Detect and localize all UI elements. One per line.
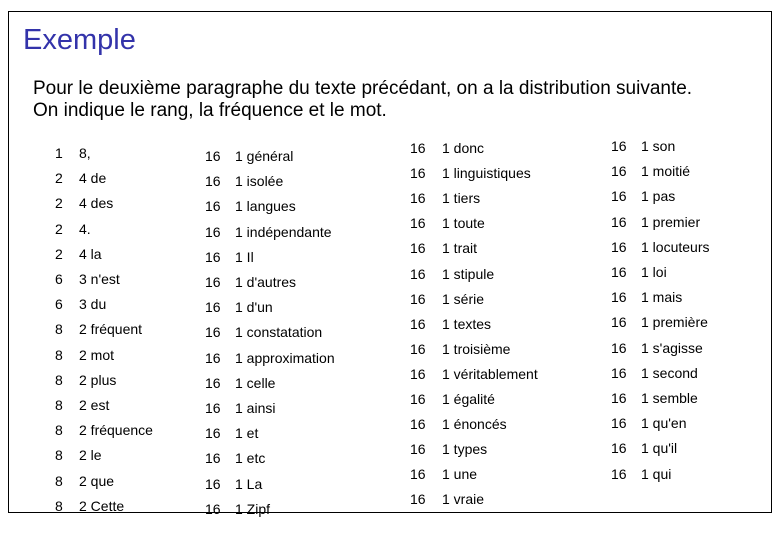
rank-cell: 16 [410, 391, 426, 407]
rank-cell: 8 [55, 321, 63, 338]
rank-cell: 16 [410, 466, 426, 483]
frequency-word-cell: 1 premier [641, 213, 701, 230]
rank-cell: 16 [611, 339, 627, 356]
frequency-word-cell: 1 locuteurs [641, 238, 710, 255]
rank-cell: 16 [410, 365, 426, 382]
frequency-word-cell: 1 vraie [442, 491, 485, 508]
rank-cell: 16 [205, 274, 221, 290]
frequency-word-cell: 4 des [79, 195, 114, 212]
frequency-word-cell: 2 est [79, 397, 110, 413]
rank-cell: 16 [410, 215, 426, 232]
frequency-word-cell: 1 qu'il [641, 440, 678, 457]
frequency-word-cell: 1 général [235, 148, 294, 164]
rank-cell: 16 [611, 390, 627, 406]
frequency-word-cell: 1 ainsi [235, 400, 276, 416]
intro-line-2: On indique le rang, la fréquence et le mot. [33, 100, 387, 121]
frequency-word-cell: 1 qui [641, 465, 672, 482]
rank-cell: 8 [55, 447, 63, 464]
slide-title: Exemple [23, 24, 136, 56]
frequency-word-cell: 1 La [235, 475, 263, 492]
frequency-word-cell: 1 tiers [442, 190, 481, 207]
frequency-word-cell: 1 troisième [442, 340, 511, 357]
rank-cell: 16 [205, 223, 221, 240]
rank-cell: 16 [205, 475, 221, 492]
rank-cell: 16 [410, 140, 426, 156]
rank-cell: 2 [55, 195, 63, 212]
rank-cell: 16 [410, 190, 426, 207]
frequency-word-cell: 2 Cette [79, 497, 125, 514]
rank-cell: 8 [55, 346, 63, 363]
rank-cell: 16 [611, 213, 627, 230]
rank-cell: 16 [611, 264, 627, 280]
frequency-word-cell: 1 véritablement [442, 365, 538, 382]
frequency-word-cell: 1 d'autres [235, 274, 297, 290]
frequency-word-cell: 2 fréquent [79, 321, 143, 338]
frequency-word-cell: 1 approximation [235, 349, 335, 366]
frequency-word-cell: 1 série [442, 290, 485, 307]
rank-cell: 16 [205, 500, 221, 517]
rank-cell: 16 [205, 374, 221, 391]
rank-cell: 16 [611, 465, 627, 482]
rank-cell: 16 [410, 441, 426, 458]
frequency-word-cell: 1 linguistiques [442, 165, 531, 182]
rank-cell: 16 [205, 324, 221, 341]
rank-cell: 16 [205, 425, 221, 442]
rank-cell: 16 [410, 240, 426, 257]
rank-cell: 16 [611, 188, 627, 205]
rank-cell: 16 [611, 440, 627, 457]
rank-cell: 16 [410, 165, 426, 182]
frequency-word-cell: 1 Il [235, 248, 254, 265]
frequency-word-cell: 1 première [641, 314, 708, 331]
frequency-word-cell: 1 moitié [641, 163, 691, 180]
frequency-word-cell: 1 s'agisse [641, 339, 703, 356]
rank-cell: 2 [55, 220, 63, 237]
frequency-word-cell: 3 n'est [79, 271, 120, 287]
intro-text [33, 78, 753, 122]
frequency-word-cell: 1 Zipf [235, 500, 271, 517]
frequency-word-cell: 1 textes [442, 315, 492, 332]
frequency-word-cell: 1 d'un [235, 299, 273, 316]
rank-cell: 2 [55, 170, 63, 187]
rank-cell: 16 [205, 148, 221, 164]
rank-cell: 16 [205, 173, 221, 190]
frequency-word-cell: 1 et [235, 425, 259, 442]
frequency-word-cell: 1 trait [442, 240, 478, 257]
frequency-word-cell: 2 que [79, 472, 115, 489]
rank-cell: 16 [410, 290, 426, 307]
rank-cell: 16 [205, 198, 221, 215]
rank-cell: 2 [55, 245, 63, 262]
rank-cell: 16 [611, 289, 627, 306]
frequency-word-cell: 1 mais [641, 289, 683, 306]
frequency-word-cell: 1 une [442, 466, 478, 483]
rank-cell: 16 [410, 416, 426, 433]
frequency-word-cell: 2 mot [79, 346, 115, 363]
rank-cell: 8 [55, 371, 63, 388]
rank-cell: 16 [611, 163, 627, 180]
rank-cell: 8 [55, 397, 63, 413]
rank-cell: 16 [410, 315, 426, 332]
slide [8, 11, 772, 517]
rank-cell: 16 [410, 491, 426, 508]
rank-cell: 16 [611, 238, 627, 255]
frequency-word-cell: 1 égalité [442, 391, 495, 407]
frequency-word-cell: 1 celle [235, 374, 276, 391]
frequency-word-cell: 1 stipule [442, 265, 495, 282]
rank-cell: 1 [55, 145, 63, 161]
frequency-word-cell: 1 énoncés [442, 416, 507, 433]
frequency-word-cell: 1 isolée [235, 173, 284, 190]
rank-cell: 16 [611, 364, 627, 381]
frequency-word-cell: 2 le [79, 447, 102, 464]
rank-cell: 16 [205, 248, 221, 265]
rank-cell: 16 [205, 349, 221, 366]
rank-cell: 16 [611, 314, 627, 331]
frequency-word-cell: 1 toute [442, 215, 485, 232]
frequency-word-cell: 1 semble [641, 390, 698, 406]
rank-cell: 8 [55, 472, 63, 489]
rank-cell: 8 [55, 497, 63, 514]
rank-cell: 6 [55, 296, 63, 313]
frequency-word-cell: 1 pas [641, 188, 676, 205]
frequency-word-cell: 1 langues [235, 198, 296, 215]
frequency-word-cell: 1 constatation [235, 324, 323, 341]
frequency-word-cell: 1 loi [641, 264, 667, 280]
rank-cell: 6 [55, 271, 63, 287]
intro-line-1: Pour le deuxième paragraphe du texte précédant, on a la distribution suivante. [33, 78, 693, 99]
frequency-word-cell: 1 qu'en [641, 415, 687, 432]
rank-cell: 8 [55, 422, 63, 439]
frequency-word-cell: 4 de [79, 170, 107, 187]
frequency-word-cell: 1 second [641, 364, 698, 381]
rank-cell: 16 [205, 299, 221, 316]
rank-cell: 16 [410, 265, 426, 282]
frequency-word-cell: 1 indépendante [235, 223, 332, 240]
rank-cell: 16 [611, 138, 627, 154]
rank-cell: 16 [205, 450, 221, 467]
frequency-word-cell: 4 la [79, 245, 102, 262]
frequency-word-cell: 1 types [442, 441, 488, 458]
frequency-word-cell: 1 donc [442, 140, 485, 156]
rank-cell: 16 [410, 340, 426, 357]
frequency-word-cell: 3 du [79, 296, 107, 313]
frequency-word-cell: 2 plus [79, 371, 117, 388]
frequency-word-cell: 2 fréquence [79, 422, 153, 439]
rank-cell: 16 [205, 400, 221, 416]
rank-cell: 16 [611, 415, 627, 432]
frequency-word-cell: 4. [79, 220, 91, 237]
frequency-word-cell: 1 son [641, 138, 676, 154]
frequency-word-cell: 8, [79, 145, 91, 161]
frequency-word-cell: 1 etc [235, 450, 266, 467]
